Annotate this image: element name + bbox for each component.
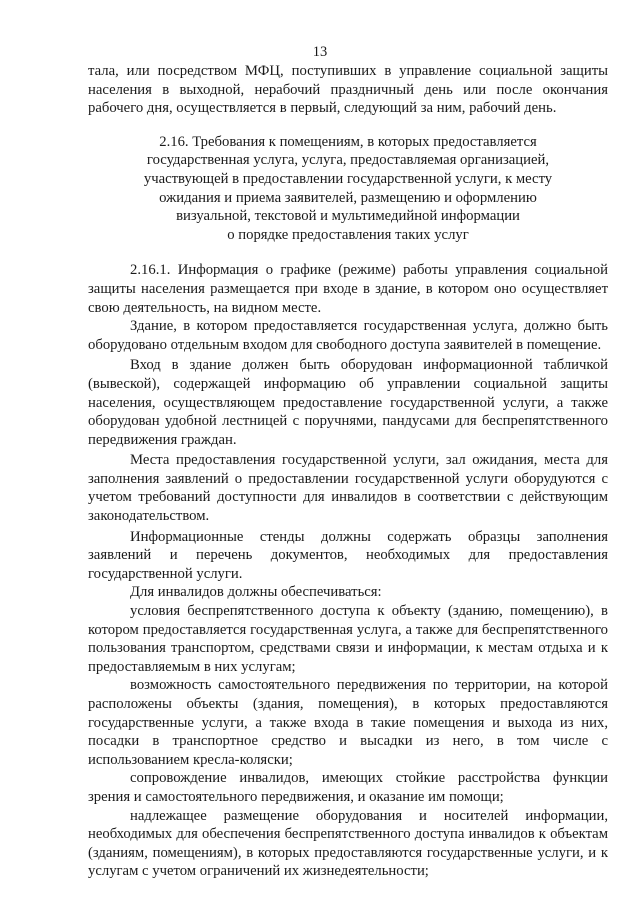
heading-line: государственная услуга, услуга, предоставляемая организацией, — [146, 152, 550, 169]
list-item-equipment-placement: надлежащее размещение оборудования и носителей информации, необходимых для обеспечения беспрепятственного доступа инвалидов к объектам (зданиям, помещениям), в которых предоставляются государственные услуги, и к услугам с учетом ограничений их жизнедеятельности; — [88, 807, 608, 880]
paragraph-service-places: Места предоставления государственной услуги, зал ожидания, места для заполнения заявлений о предоставлении государственной услуги оборудуются с учетом требований доступности для инвалидов в соответствии с действующим законодательством. — [88, 452, 608, 525]
heading-line: визуальной, текстовой и мультимедийной информации — [176, 208, 520, 225]
heading-line: участвующей в предоставлении государственной услуги, к месту — [143, 170, 553, 187]
section-heading — [88, 133, 608, 245]
heading-line: ожидания и приема заявителей, размещению и оформлению — [159, 189, 537, 206]
list-item-escort: сопровождение инвалидов, имеющих стойкие расстройства функции зрения и самостоятельного передвижения, и оказание им помощи; — [88, 770, 608, 805]
list-item-access-conditions: условия беспрепятственного доступа к объекту (зданию, помещению), в котором предоставляется государственная услуга, а также для беспрепятственного пользования транспортом, средствами связи и информации, к местам отдыха и к предоставляемым в них услугам; — [88, 603, 608, 675]
paragraph-disabled-intro: Для инвалидов должны обеспечиваться: — [130, 584, 382, 601]
list-item-independent-movement: возможность самостоятельного передвижения по территории, на которой расположены объекты (здания, помещения), в которых предоставляются государственные услуги, а также входа в такие помещения и выхода из них, посадки в транспортное средство и высадки из него, в том числе с использованием кресла-коляски; — [88, 677, 608, 768]
heading-line: 2.16. Требования к помещениям, в которых предоставляется — [159, 133, 537, 150]
paragraph-info-stands: Информационные стенды должны содержать образцы заполнения заявлений и перечень документов, необходимых для предоставления государственной услуги. — [88, 528, 608, 582]
paragraph-building-entrance: Здание, в котором предоставляется государственная услуга, должно быть оборудовано отдельным входом для свободного доступа заявителей в помещение. — [88, 318, 608, 353]
document-body — [88, 62, 608, 881]
paragraph-schedule-info: 2.16.1. Информация о графике (режиме) работы управления социальной защиты населения размещается при входе в здание, в котором оно осуществляет свою деятельность, на видном месте. — [88, 262, 608, 316]
intro-paragraph: тала, или посредством МФЦ, поступивших в управление социальной защиты населения в выходной, нерабочий праздничный день или после окончания рабочего дня, осуществляется в первый, следующий за ним, рабочий день. — [88, 63, 608, 117]
paragraph-entrance-sign: Вход в здание должен быть оборудован информационной табличкой (вывеской), содержащей информацию об управлении социальной защиты населения, осуществляющем предоставление государственной услуги, а также оборудован удобной лестницей с поручнями, пандусами для беспрепятственного передвижения граждан. — [88, 357, 608, 448]
heading-line: о порядке предоставления таких услуг — [227, 226, 469, 243]
page-number: 13 — [312, 44, 328, 60]
